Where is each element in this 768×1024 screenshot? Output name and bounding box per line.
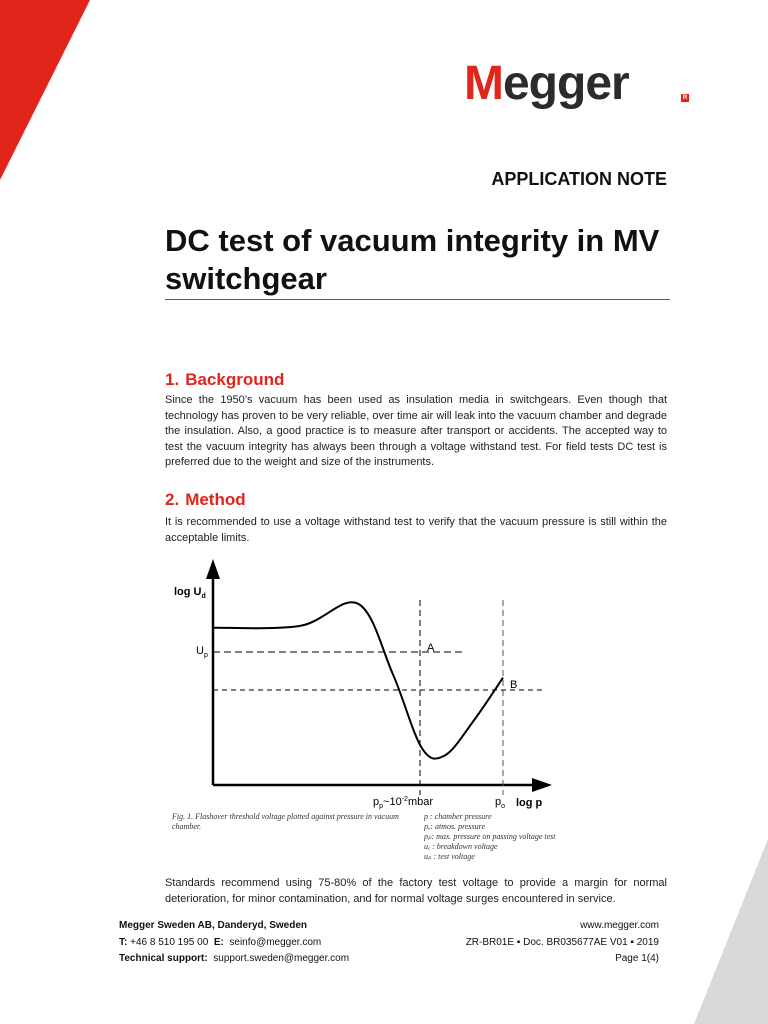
figure-legend xyxy=(424,812,624,862)
corner-accent-bottom-right xyxy=(694,839,768,1024)
figure-caption: Fig. 1. Flashover threshold voltage plotted against pressure in vacuum chamber. xyxy=(172,812,399,831)
point-a-label: A xyxy=(427,642,435,654)
section-heading-method: 2. Method xyxy=(165,490,246,509)
y-axis-arrow xyxy=(206,559,220,579)
footer-support-email[interactable]: support.sweden@megger.com xyxy=(213,953,350,964)
footer-line-1 xyxy=(119,920,659,931)
title-divider xyxy=(165,299,670,300)
section-text-background: Since the 1950’s vacuum has been used as insulation media in switchgears. Even though that technology has proven to be very reliable, over time air will leak into the vacuum chamber and degrade the insulation. Also, a good practice is to measure after transport or accidents. The accepted way to test the vacuum integrity has always been through a voltage withstand test. For field tests DC test is preferred due to the weight and size of the instruments. xyxy=(165,394,667,468)
corner-accent-top-left xyxy=(0,0,90,180)
legend-item: pₚ: max. pressure on passing voltage test xyxy=(424,832,556,841)
x-tick-pp: $p_p\sim 10^{-2}mbar$ xyxy=(373,796,433,810)
y-axis-label: $\log U_d$ xyxy=(174,586,206,600)
footer-phone: +46 8 510 195 00 xyxy=(130,937,209,948)
footer-doc-ref: ZR-BR01E ▪ Doc. BR035677AE V01 ▪ 2019 xyxy=(465,937,659,948)
standards-text: Standards recommend using 75-80% of the factory test voltage to provide a margin for normal deterioration, for minor contamination, and for normal voltage surges encountered in service. xyxy=(165,877,667,905)
footer-company: Megger Sweden AB, Danderyd, Sweden xyxy=(119,920,308,931)
legend-item: pₒ: atmos. pressure xyxy=(424,822,486,831)
footer-website[interactable]: www.megger.com xyxy=(580,920,659,931)
footer-line-3: Technical support: support.sweden@megger.com Page 1(4) xyxy=(119,953,659,964)
section-text-method: It is recommended to use a voltage withstand test to verify that the vacuum pressure is still within the acceptable limits. xyxy=(165,516,667,544)
y-tick-up: $U_p$ xyxy=(196,645,208,659)
section-heading-background: 1. Background xyxy=(165,370,285,389)
flashover-chart xyxy=(160,555,560,810)
footer-page-number: Page 1(4) xyxy=(615,953,659,964)
legend-item: p : chamber pressure xyxy=(424,812,492,821)
footer-line-2: T: +46 8 510 195 00 E: seinfo@megger.com ZR-BR01E ▪ Doc. BR035677AE V01 ▪ 2019 xyxy=(119,937,659,948)
page-title: DC test of vacuum integrity in MV switchgear xyxy=(165,223,660,296)
legend-item: uₚ : test voltage xyxy=(424,852,475,861)
document-type: APPLICATION NOTE xyxy=(491,169,667,189)
registered-mark: R xyxy=(682,95,688,101)
flashover-curve xyxy=(213,602,503,759)
footer-email[interactable]: seinfo@megger.com xyxy=(229,937,322,948)
megger-logo: Megger xyxy=(464,57,629,110)
x-axis-arrow xyxy=(532,778,552,792)
x-tick-po: $p_o$ xyxy=(495,796,506,810)
legend-item: uₑ : breakdown voltage xyxy=(424,842,498,851)
x-axis-label: log p xyxy=(516,797,543,809)
point-b-label: B xyxy=(510,679,518,691)
